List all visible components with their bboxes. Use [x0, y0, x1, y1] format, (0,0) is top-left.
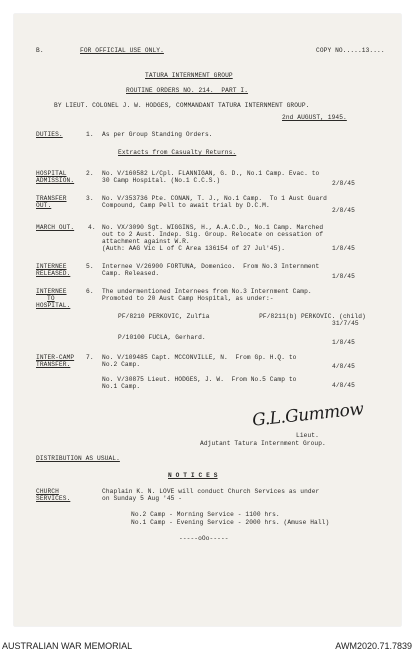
- end-mark: -----oOo-----: [179, 535, 229, 542]
- handwritten-signature: G.L.Gummow: [251, 399, 365, 431]
- orders-title: ROUTINE ORDERS NO. 214. PART I.: [126, 87, 249, 94]
- entry-date: 1/8/45: [332, 273, 355, 280]
- entry-heading: HOSPITAL.: [36, 302, 71, 309]
- entry-line: No. VX/3090 Sgt. WIGGINS, H., A.A.C.D., No.1 Camp. Marched: [102, 224, 324, 231]
- entry-heading: TRANSFER.: [36, 361, 71, 368]
- entry-line: No.1 Camp.: [102, 383, 141, 390]
- entry-date: 4/8/45: [332, 363, 355, 370]
- classification: FOR OFFICIAL USE ONLY.: [80, 47, 164, 54]
- entry-number: 7.: [86, 354, 94, 361]
- service-line: No.2 Camp - Morning Service - 1100 hrs.: [131, 511, 280, 518]
- notices-heading: N O T I C E S: [168, 472, 218, 479]
- entry-line: No. V/160582 L/Cpl. FLANNIGAN, G. D., No.1 Camp. Evac. to: [102, 170, 320, 177]
- by-line: BY LIEUT. COLONEL J. W. HODGES, COMMANDANT TATURA INTERNMENT GROUP.: [54, 102, 310, 109]
- entry-line: Promoted to 20 Aust Camp Hospital, as under:-: [102, 295, 274, 302]
- entry-line: No. V/30875 Lieut. HODGES, J. W. From No.5 Camp to: [102, 376, 297, 383]
- footer-accession: AWM2020.71.7839: [335, 641, 412, 651]
- service-line: No.1 Camp - Evening Service - 2000 hrs. (Amuse Hall): [131, 519, 330, 526]
- entry-date: 4/8/45: [332, 382, 355, 389]
- entry-heading: TO: [47, 295, 55, 302]
- entry-number: 3.: [86, 195, 94, 202]
- order-date: 2nd AUGUST, 1945.: [282, 114, 347, 121]
- entry-line: No. V/353736 Pte. CONAN, T. J., No.1 Camp. To 1 Aust Guard: [102, 195, 327, 202]
- entry-date: 2/8/45: [332, 180, 355, 187]
- copy-number: COPY NO.....13....: [316, 47, 385, 54]
- signatory-rank: Lieut.: [296, 432, 319, 439]
- entry-line: (Auth: AAG Vic L of C Area 136154 of 27 Jul'45).: [102, 245, 286, 252]
- notice-line: on Sunday 5 Aug '45 -: [102, 495, 183, 502]
- entry-heading: DUTIES.: [36, 131, 63, 138]
- entry-line: Camp. Released.: [102, 270, 160, 277]
- entry-number: 4.: [88, 224, 96, 231]
- unit-title: TATURA INTERNMENT GROUP: [145, 72, 233, 79]
- entry-date: 1/8/45: [332, 245, 355, 252]
- document-sheet: [14, 14, 401, 626]
- entry-number: 5.: [86, 263, 94, 270]
- entry-line: out to 2 Aust. Indep. Sig. Group. Relocate on cessation of: [102, 231, 324, 238]
- notice-subject: SERVICES.: [36, 495, 71, 502]
- entry-line: No.2 Camp.: [102, 361, 141, 368]
- entry-heading: INTER-CAMP: [36, 354, 75, 361]
- entry-line: P/10100 FUCLA, Gerhard.: [118, 334, 206, 341]
- entry-number: 2.: [86, 170, 94, 177]
- casualty-returns-heading: Extracts from Casualty Returns.: [118, 149, 237, 156]
- entry-date: 31/7/45: [332, 320, 359, 327]
- entry-line: Compound, Camp Pell to await trial by D.C.M.: [102, 202, 270, 209]
- notice-line: Chaplain K. N. LOVE will conduct Church Services as under: [102, 488, 320, 495]
- entry-date: 2/8/45: [332, 207, 355, 214]
- entry-heading: HOSPITAL: [36, 170, 67, 177]
- entry-number: 6.: [86, 288, 94, 295]
- distribution: DISTRIBUTION AS USUAL.: [36, 455, 120, 462]
- footer-source: AUSTRALIAN WAR MEMORIAL: [2, 641, 133, 651]
- entry-line: As per Group Standing Orders.: [102, 131, 213, 138]
- entry-line: The undermentioned Internees from No.3 Internment Camp.: [102, 288, 312, 295]
- signatory-role: Adjutant Tatura Internment Group.: [200, 440, 326, 447]
- entry-number: 1.: [86, 131, 94, 138]
- entry-heading: OUT.: [36, 202, 52, 209]
- entry-line: PF/8210 PERKOVIC, Zulfia PF/8211(b) PERKOVIC. (child): [118, 313, 366, 320]
- entry-date: 1/8/45: [332, 339, 355, 346]
- notice-subject: CHURCH: [36, 488, 59, 495]
- entry-heading: INTERNEE: [36, 263, 67, 270]
- entry-heading: INTERNEE: [36, 288, 67, 295]
- entry-line: attachment against W.R.: [102, 238, 190, 245]
- header-prefix: B.: [36, 47, 44, 54]
- entry-line: No. V/109485 Capt. MCCONVILLE, N. From Gp. H.Q. to: [102, 354, 297, 361]
- entry-heading: MARCH OUT.: [36, 224, 75, 231]
- entry-heading: RELEASED.: [36, 270, 71, 277]
- entry-line: 30 Camp Hospital. (No.1 C.C.S.): [102, 177, 221, 184]
- entry-heading: ADMISSION.: [36, 177, 75, 184]
- entry-line: Internee V/26900 FORTUNA, Domenico. From No.3 Internment: [102, 263, 320, 270]
- entry-heading: TRANSFER: [36, 195, 67, 202]
